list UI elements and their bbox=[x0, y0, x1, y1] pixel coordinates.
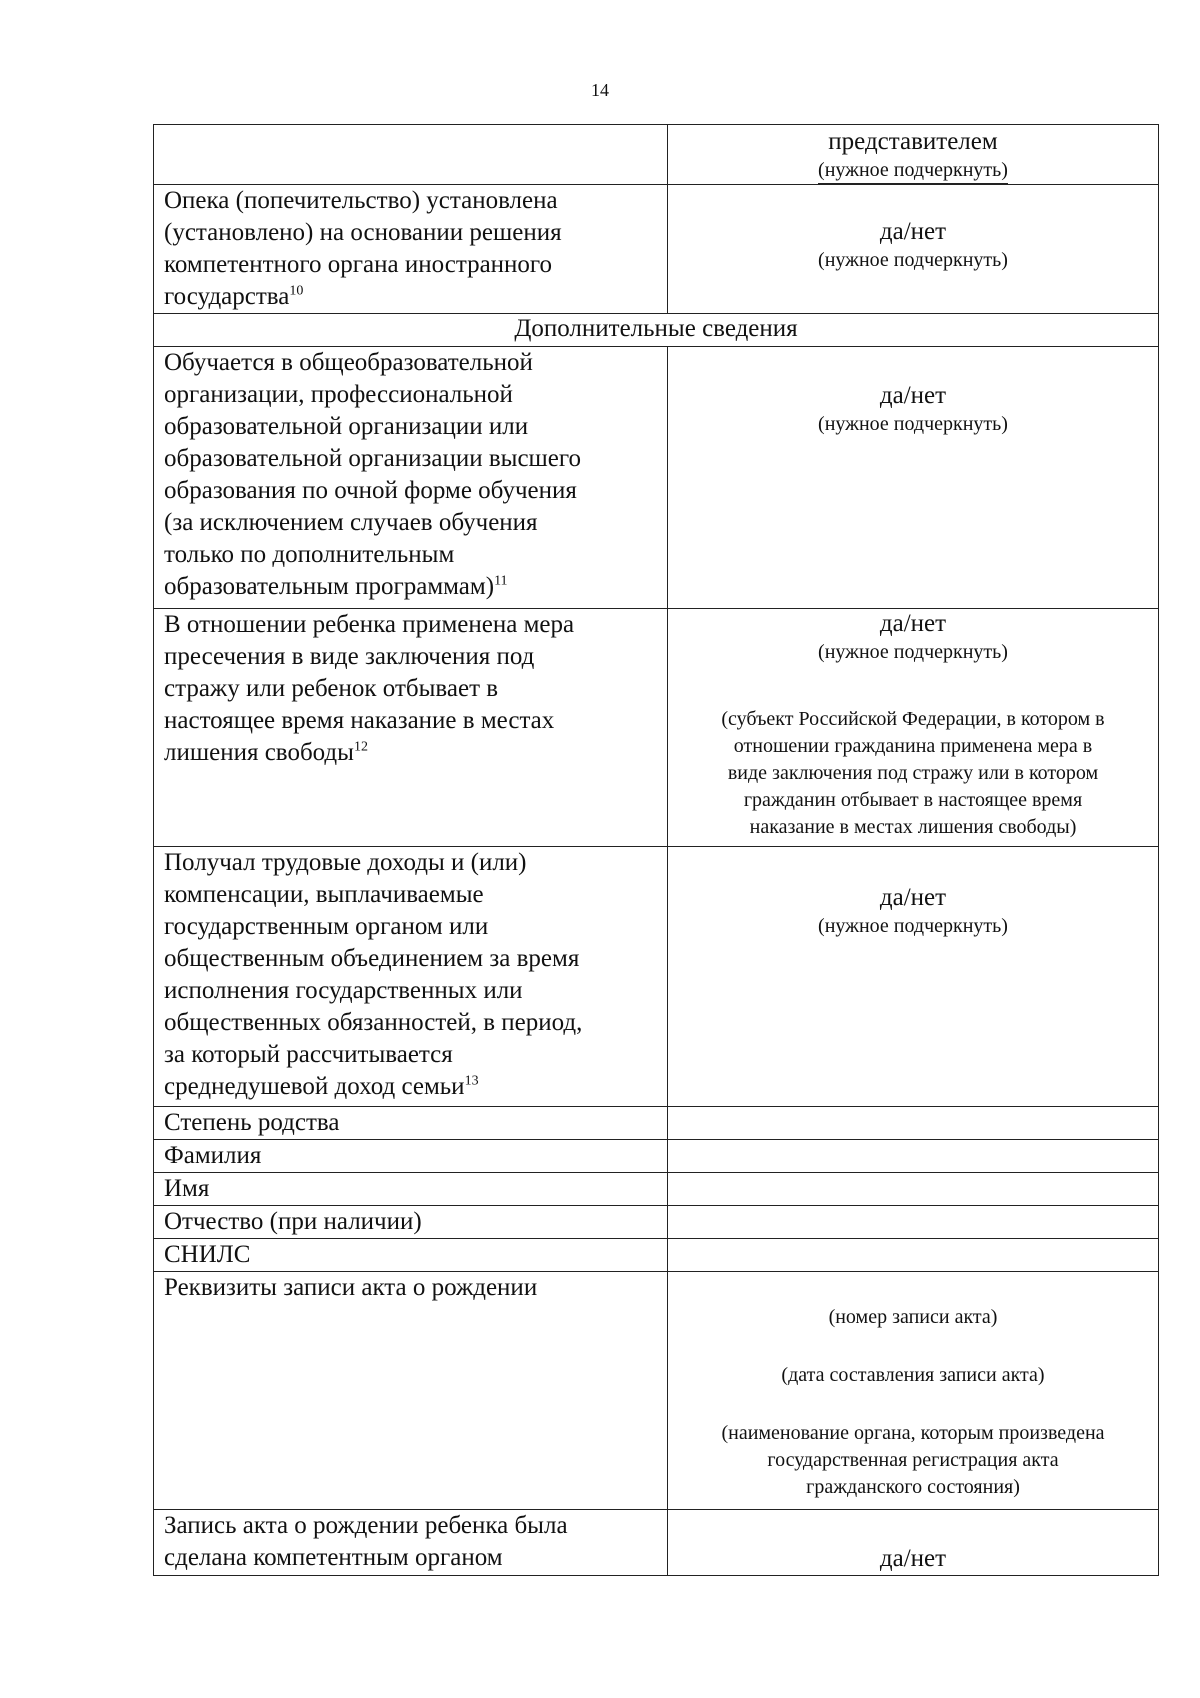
income-answer-cell bbox=[668, 847, 1159, 1107]
detention-subject-hint: (субъект Российской Федерации, в котором в отношении гражданина применена мера в виде заключения под стражу или в котором гражданин отбывает в настоящее время наказание в местах лишения свободы) bbox=[721, 708, 1105, 838]
row-detention bbox=[154, 609, 1159, 847]
detention-subject-field[interactable] bbox=[668, 673, 1158, 706]
competent-organ-answer-cell bbox=[668, 1510, 1159, 1576]
detention-answer-cell bbox=[668, 609, 1159, 847]
guardianship-answer[interactable]: да/нет bbox=[879, 218, 947, 245]
birth-record-cell bbox=[668, 1272, 1159, 1510]
birth-record-organ-field[interactable] bbox=[668, 1390, 1158, 1420]
competent-organ-answer[interactable]: да/нет bbox=[879, 1545, 947, 1572]
relation-label: Степень родства bbox=[154, 1107, 668, 1140]
detention-answer[interactable]: да/нет bbox=[879, 610, 947, 637]
surname-label: Фамилия bbox=[154, 1140, 668, 1173]
relation-field[interactable] bbox=[668, 1107, 1159, 1140]
snils-field[interactable] bbox=[668, 1239, 1159, 1272]
income-hint: (нужное подчеркнуть) bbox=[818, 915, 1008, 937]
detention-label: В отношении ребенка применена мера пресечения в виде заключения под стражу или ребенок отбывает в настоящее время наказание в местах лишения свободы$^{12}$ bbox=[154, 609, 668, 847]
row-name bbox=[154, 1173, 1159, 1206]
income-answer[interactable]: да/нет bbox=[879, 884, 947, 911]
row-representative bbox=[154, 125, 1159, 185]
birth-record-organ-hint: (наименование органа, которым произведена государственная регистрация акта гражданского состояния) bbox=[721, 1422, 1105, 1498]
birth-record-date-hint: (дата составления записи акта) bbox=[781, 1364, 1045, 1386]
patronymic-label: Отчество (при наличии) bbox=[154, 1206, 668, 1239]
form-table bbox=[153, 124, 1159, 1576]
row-snils bbox=[154, 1239, 1159, 1272]
row-representative-right bbox=[668, 125, 1159, 185]
birth-record-number-field[interactable] bbox=[668, 1272, 1158, 1304]
name-label: Имя bbox=[154, 1173, 668, 1206]
name-field[interactable] bbox=[668, 1173, 1159, 1206]
patronymic-field[interactable] bbox=[668, 1206, 1159, 1239]
row-guardianship bbox=[154, 185, 1159, 314]
row-surname bbox=[154, 1140, 1159, 1173]
education-answer[interactable]: да/нет bbox=[879, 382, 947, 409]
section-title: Дополнительные сведения bbox=[154, 314, 1159, 347]
education-answer-cell bbox=[668, 347, 1159, 609]
birth-record-number-hint: (номер записи акта) bbox=[828, 1306, 998, 1328]
row-patronymic bbox=[154, 1206, 1159, 1239]
surname-field[interactable] bbox=[668, 1140, 1159, 1173]
education-label: Обучается в общеобразовательной организации, профессиональной образовательной организации или образовательной организации высшего образования по очной форме обучения (за исключением случаев обучения только по дополнительным образовательным программам)$^{11}$ bbox=[154, 347, 668, 609]
representative-text: представителем bbox=[828, 128, 998, 155]
row-birth-record-competent bbox=[154, 1510, 1159, 1576]
footnote-13: 13 bbox=[464, 1073, 479, 1089]
birth-record-label: Реквизиты записи акта о рождении bbox=[154, 1272, 668, 1510]
representative-hint: (нужное подчеркнуть) bbox=[818, 157, 1008, 184]
row-income bbox=[154, 847, 1159, 1107]
row-education bbox=[154, 347, 1159, 609]
competent-organ-label: Запись акта о рождении ребенка была сделана компетентным органом bbox=[154, 1510, 668, 1576]
row-representative-left bbox=[154, 125, 668, 185]
row-relation bbox=[154, 1107, 1159, 1140]
guardianship-hint: (нужное подчеркнуть) bbox=[818, 249, 1008, 271]
guardianship-label: Опека (попечительство) установлена (установлено) на основании решения компетентного органа иностранного государства$^{10}$ bbox=[154, 185, 668, 314]
guardianship-answer-cell bbox=[668, 185, 1159, 314]
detention-hint: (нужное подчеркнуть) bbox=[818, 641, 1008, 663]
row-birth-record bbox=[154, 1272, 1159, 1510]
page-number: 14 bbox=[591, 80, 609, 100]
footnote-10: 10 bbox=[289, 283, 304, 299]
section-row bbox=[154, 314, 1159, 347]
birth-record-date-field[interactable] bbox=[668, 1332, 1158, 1362]
footnote-11: 11 bbox=[494, 573, 508, 589]
income-label: Получал трудовые доходы и (или) компенсации, выплачиваемые государственным органом или общественным объединением за время исполнения государственных или общественных обязанностей, в период, за который рассчитывается среднедушевой доход семьи$^{13}$ bbox=[154, 847, 668, 1107]
snils-label: СНИЛС bbox=[154, 1239, 668, 1272]
education-hint: (нужное подчеркнуть) bbox=[818, 413, 1008, 435]
footnote-12: 12 bbox=[353, 739, 368, 755]
